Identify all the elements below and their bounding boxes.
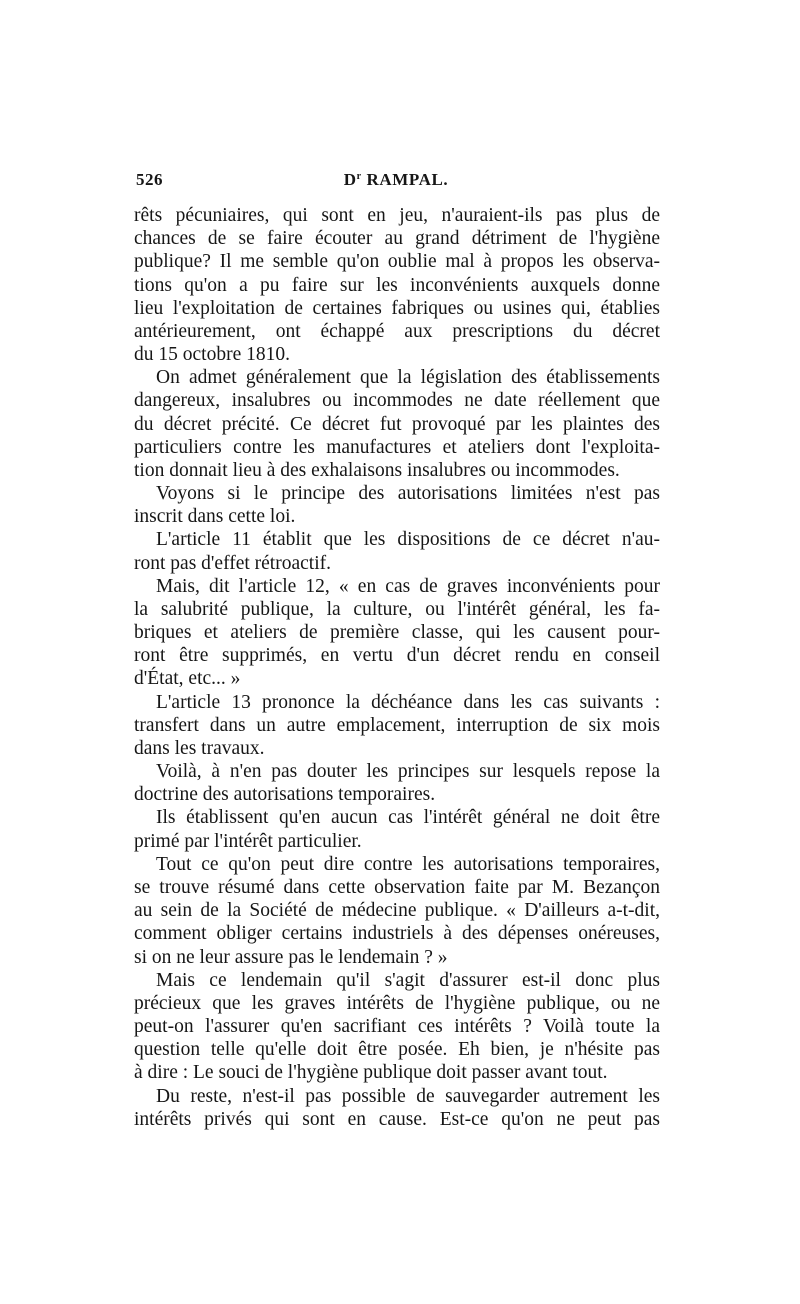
text-line: doctrine des autorisations temporaires. xyxy=(134,784,436,806)
text-line: primé par l'intérêt particulier. xyxy=(134,830,362,852)
running-head-sup: r xyxy=(356,171,362,182)
running-head-prefix: D xyxy=(343,170,357,189)
text-line: ront pas d'effet rétroactif. xyxy=(134,552,331,574)
text-line: L'article 13 prononce la déchéance dans les cas suivants : xyxy=(156,691,660,713)
text-line: d'État, etc... » xyxy=(134,668,241,690)
text-line: dangereux, insalubres ou incommodes ne date réellement que xyxy=(134,390,660,412)
text-line: rêts pécuniaires, qui sont en jeu, n'auraient-ils pas plus de xyxy=(134,205,660,226)
page-number: 526 xyxy=(136,170,163,189)
text-line: Du reste, n'est-il pas possible de sauvegarder autrement les xyxy=(156,1085,660,1107)
running-head xyxy=(316,170,476,190)
text-line: tions qu'on a pu faire sur les inconvénients auxquels donne xyxy=(134,274,660,296)
paragraph xyxy=(134,366,660,482)
text-line: peut-on l'assurer qu'en sacrifiant ces intérêts ? Voilà toute la xyxy=(134,1016,660,1038)
text-line: publique? Il me semble qu'on oublie mal à propos les observa- xyxy=(134,251,660,273)
text-line: Mais, dit l'article 12, « en cas de graves inconvénients pour xyxy=(156,575,660,597)
text-line: Ils établissent qu'en aucun cas l'intérêt général ne doit être xyxy=(156,807,660,829)
paragraph xyxy=(134,760,660,806)
text-line: du décret précité. Ce décret fut provoqué par les plaintes des xyxy=(134,413,660,435)
text-line: lieu l'exploitation de certaines fabriques ou usines qui, établies xyxy=(134,297,660,319)
page-header xyxy=(136,170,660,196)
text-line: au sein de la Société de médecine publique. « D'ailleurs a-t-dit, xyxy=(134,900,660,922)
text-line: Voyons si le principe des autorisations limitées n'est pas xyxy=(156,483,660,505)
text-line: précieux que les graves intérêts de l'hygiène publique, ou ne xyxy=(134,992,660,1014)
text-line: intérêts privés qui sont en cause. Est-ce qu'on ne peut pas xyxy=(134,1108,660,1130)
paragraph xyxy=(134,1085,660,1131)
paragraph xyxy=(134,691,660,761)
text-line: transfert dans un autre emplacement, interruption de six mois xyxy=(134,714,660,736)
text-line: dans les travaux. xyxy=(134,737,265,759)
paragraph xyxy=(134,528,660,574)
text-line: Mais ce lendemain qu'il s'agit d'assurer est-il donc plus xyxy=(156,969,660,991)
paragraph xyxy=(134,482,660,528)
paragraph xyxy=(134,806,660,852)
text-line: ront être supprimés, en vertu d'un décret rendu en conseil xyxy=(134,645,660,667)
text-line: Voilà, à n'en pas douter les principes sur lesquels repose la xyxy=(156,761,660,783)
text-line: chances de se faire écouter au grand détriment de l'hygiène xyxy=(134,228,660,250)
text-line: On admet généralement que la législation des établissements xyxy=(156,367,660,389)
text-line: particuliers contre les manufactures et ateliers dont l'exploita- xyxy=(134,436,660,458)
text-line: inscrit dans cette loi. xyxy=(134,506,296,528)
paragraph xyxy=(134,575,660,691)
paragraph xyxy=(134,853,660,969)
paragraph xyxy=(134,969,660,1085)
text-line: comment obliger certains industriels à des dépenses onéreuses, xyxy=(134,923,660,945)
text-line: antérieurement, ont échappé aux prescriptions du décret xyxy=(134,320,660,342)
text-line: du 15 octobre 1810. xyxy=(134,344,290,366)
running-head-name: RAMPAL. xyxy=(366,170,449,189)
text-line: tion donnait lieu à des exhalaisons insalubres ou incommodes. xyxy=(134,459,620,481)
text-line: à dire : Le souci de l'hygiène publique doit passer avant tout. xyxy=(134,1062,608,1084)
text-line: question telle qu'elle doit être posée. Eh bien, je n'hésite pas xyxy=(134,1039,660,1061)
body-text xyxy=(134,204,660,1131)
text-line: se trouve résumé dans cette observation faite par M. Bezançon xyxy=(134,876,660,898)
text-line: la salubrité publique, la culture, ou l'intérêt général, les fa- xyxy=(134,598,660,620)
text-line: Tout ce qu'on peut dire contre les autorisations temporaires, xyxy=(156,853,660,875)
text-line: L'article 11 établit que les dispositions de ce décret n'au- xyxy=(156,529,660,551)
paragraph xyxy=(134,204,660,366)
text-line: briques et ateliers de première classe, qui les causent pour- xyxy=(134,622,660,644)
text-line: si on ne leur assure pas le lendemain ? » xyxy=(134,946,448,968)
